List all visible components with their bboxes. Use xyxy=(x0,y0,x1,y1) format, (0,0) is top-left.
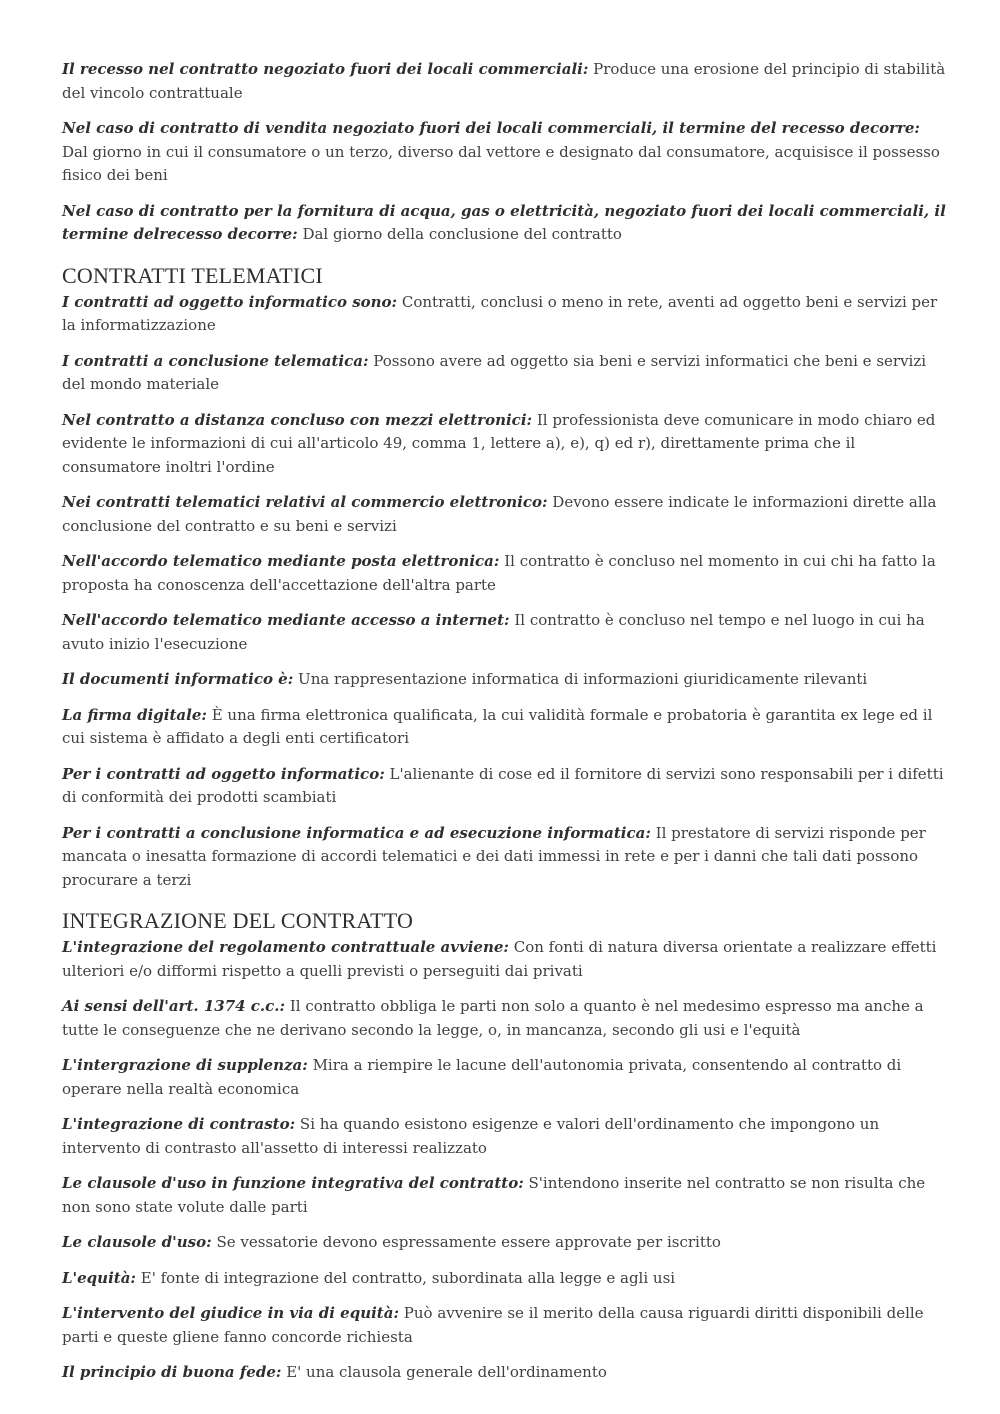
entry-definition: Una rappresentazione informatica di informazioni giuridicamente rilevanti xyxy=(298,670,868,688)
section-integrazione-del-contratto xyxy=(62,908,946,1385)
entry-definition: E' fonte di integrazione del contratto, subordinata alla legge e agli usi xyxy=(140,1268,676,1287)
definition-entry xyxy=(62,704,946,751)
definition-entry xyxy=(62,1231,946,1255)
entry-term: L'integrazione del regolamento contrattuale avviene: xyxy=(62,938,509,956)
definition-entry xyxy=(62,1267,946,1291)
entry-term: La firma digitale: xyxy=(62,705,207,724)
definition-entry xyxy=(62,409,946,480)
entry-definition: Il prestatore di servizi risponde per mancata o inesatta formazione di accordi telematici e dei dati immessi in rete e per i danni che tali dati possono procurare a terzi xyxy=(62,823,926,889)
entry-term: Nell'accordo telematico mediante accesso a internet: xyxy=(62,611,510,629)
definition-entry xyxy=(62,550,946,597)
entry-term: Per i contratti ad oggetto informatico: xyxy=(62,764,385,783)
entry-term: Nel caso di contratto per la fornitura di acqua, gas o elettricità, negoziato fuori dei locali commerciali, il termine delrecesso decorre: xyxy=(62,201,946,243)
entry-term: L'equità: xyxy=(62,1268,136,1287)
section-contratti-telematici xyxy=(62,263,946,893)
definition-entry xyxy=(62,491,946,538)
definition-entry xyxy=(62,668,946,692)
entry-definition: Dal giorno della conclusione del contratto xyxy=(302,225,622,243)
entry-definition: Dal giorno in cui il consumatore o un terzo, diverso dal vettore e designato dal consumatore, acquisisce il possesso fisico dei beni xyxy=(62,142,940,184)
document-page xyxy=(62,58,946,1397)
entry-term: Il documenti informatico è: xyxy=(62,670,294,688)
section-heading: CONTRATTI TELEMATICI xyxy=(62,262,323,288)
entry-definition: L'alienante di cose ed il fornitore di servizi sono responsabili per i difetti di conformità dei prodotti scambiati xyxy=(62,764,944,806)
definition-entry xyxy=(62,291,946,338)
definition-entry xyxy=(62,936,946,983)
entry-definition: Produce una erosione del principio di stabilità del vincolo contrattuale xyxy=(62,60,946,102)
definition-entry xyxy=(62,995,946,1042)
entry-term: Nei contratti telematici relativi al commercio elettronico: xyxy=(62,493,548,511)
entry-term: Il recesso nel contratto negoziato fuori dei locali commerciali: xyxy=(62,60,589,78)
definition-entry xyxy=(62,58,946,105)
entry-definition: Il contratto obbliga le parti non solo a quanto è nel medesimo espresso ma anche a tutte le conseguenze che ne derivano secondo la legge, o, in mancanza, secondo gli usi e l'equità xyxy=(62,997,924,1039)
definition-entry xyxy=(62,1361,946,1385)
definition-entry xyxy=(62,822,946,893)
entry-definition: Possono avere ad oggetto sia beni e servizi informatici che beni e servizi del mondo materiale xyxy=(62,351,927,393)
definition-entry xyxy=(62,609,946,656)
definition-entry xyxy=(62,350,946,397)
definition-entry xyxy=(62,1054,946,1101)
entry-term: Le clausole d'uso in funzione integrativa del contratto: xyxy=(62,1174,524,1192)
entry-definition: E' una clausola generale dell'ordinamento xyxy=(286,1363,607,1381)
entry-term: Nell'accordo telematico mediante posta elettronica: xyxy=(62,552,500,570)
entry-definition: È una firma elettronica qualificata, la cui validità formale e probatoria è garantita ex lege ed il cui sistema è affidato a degli enti certificatori xyxy=(62,705,933,747)
entry-term: Per i contratti a conclusione informatica e ad esecuzione informatica: xyxy=(62,823,651,842)
entry-definition: Il contratto è concluso nel momento in cui chi ha fatto la proposta ha conoscenza dell'accettazione dell'altra parte xyxy=(62,552,936,594)
entry-definition: Devono essere indicate le informazioni dirette alla conclusione del contratto e su beni e servizi xyxy=(62,493,937,535)
entry-definition: Il professionista deve comunicare in modo chiaro ed evidente le informazioni di cui all'articolo 49, comma 1, lettere a), e), q) ed r), direttamente prima che il consumatore inoltri l'ordine xyxy=(62,410,936,476)
entry-term: Nel caso di contratto di vendita negoziato fuori dei locali commerciali, il termine del recesso decorre: xyxy=(62,119,920,137)
definition-entry xyxy=(62,117,946,188)
definition-entry xyxy=(62,1302,946,1349)
entry-term: Il principio di buona fede: xyxy=(62,1363,282,1381)
entry-term: L'intergrazione di supplenza: xyxy=(62,1056,308,1074)
entry-definition: Se vessatorie devono espressamente essere approvate per iscritto xyxy=(216,1233,721,1251)
intro-section xyxy=(62,58,946,247)
entry-term: L'intervento del giudice in via di equità: xyxy=(62,1304,399,1322)
entry-definition: Mira a riempire le lacune dell'autonomia privata, consentendo al contratto di operare nella realtà economica xyxy=(62,1056,902,1098)
entry-definition: Può avvenire se il merito della causa riguardi diritti disponibili delle parti e queste gliene fanno concorde richiesta xyxy=(62,1304,924,1346)
definition-entry xyxy=(62,1113,946,1160)
definition-entry xyxy=(62,763,946,810)
entry-term: I contratti a conclusione telematica: xyxy=(62,351,369,370)
entry-term: Nel contratto a distanza concluso con mezzi elettronici: xyxy=(62,410,533,429)
definition-entry xyxy=(62,200,946,247)
entry-definition: S'intendono inserite nel contratto se non risulta che non sono state volute dalle parti xyxy=(62,1174,926,1216)
entry-term: Le clausole d'uso: xyxy=(62,1233,212,1251)
section-heading: INTEGRAZIONE DEL CONTRATTO xyxy=(62,908,414,933)
entry-definition: Con fonti di natura diversa orientate a realizzare effetti ulteriori e/o difformi rispetto a quelli previsti o perseguiti dai privati xyxy=(62,938,937,980)
entry-term: Ai sensi dell'art. 1374 c.c.: xyxy=(62,997,286,1015)
entry-definition: Si ha quando esistono esigenze e valori dell'ordinamento che impongono un intervento di contrasto all'assetto di interessi realizzato xyxy=(62,1115,880,1157)
entry-term: I contratti ad oggetto informatico sono: xyxy=(62,292,398,311)
definition-entry xyxy=(62,1172,946,1219)
entry-term: L'integrazione di contrasto: xyxy=(62,1115,296,1133)
entry-definition: Contratti, conclusi o meno in rete, aventi ad oggetto beni e servizi per la informatizzazione xyxy=(62,292,938,334)
entry-definition: Il contratto è concluso nel tempo e nel luogo in cui ha avuto inizio l'esecuzione xyxy=(62,611,925,653)
